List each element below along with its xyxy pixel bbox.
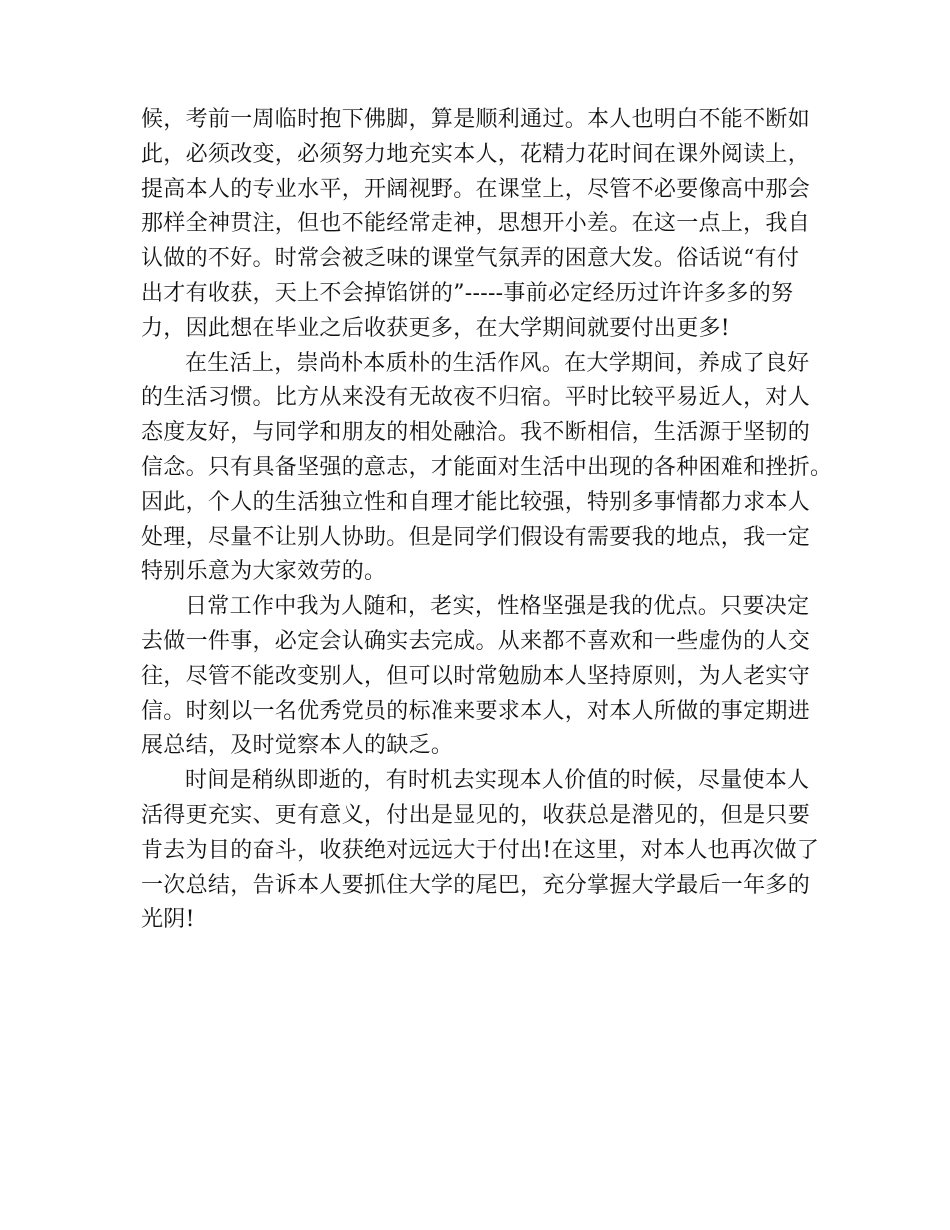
paragraph-1 (141, 103, 821, 347)
text-line: 活得更充实、更有意义，付出是显见的，收获总是潜见的，但是只要 (141, 802, 811, 828)
paragraph-4 (141, 764, 821, 938)
text-line: 提高本人的专业水平，开阔视野。在课堂上，尽管不必要像高中那会 (141, 176, 811, 202)
text-line: 的生活习惯。比方从来没有无故夜不归宿。平时比较平易近人，对人 (141, 385, 811, 411)
text-line: 因此，个人的生活独立性和自理才能比较强，特别多事情都力求本人 (141, 489, 811, 515)
text-line: 光阴! (141, 907, 195, 933)
text-line: 那样全神贯注，但也不能经常走神，思想开小差。在这一点上，我自 (141, 211, 811, 237)
text-line: 展总结，及时觉察本人的缺乏。 (141, 733, 454, 759)
text-line: 态度友好，与同学和朋友的相处融洽。我不断相信，生活源于坚韧的 (141, 420, 811, 446)
text-line: 信。时刻以一名优秀党员的标准来要求本人，对本人所做的事定期进 (141, 698, 811, 724)
paragraph-3 (141, 590, 821, 764)
text-line: 时间是稍纵即逝的，有时机去实现本人价值的时候，尽量使本人 (185, 768, 810, 794)
text-line: 在生活上，崇尚朴本质朴的生活作风。在大学期间，养成了良好 (185, 350, 810, 376)
text-line: 去做一件事，必定会认确实去完成。从来都不喜欢和一些虚伪的人交 (141, 628, 811, 654)
text-line: 此，必须改变，必须努力地充实本人，花精力花时间在课外阅读上， (141, 141, 811, 167)
text-line: 信念。只有具备坚强的意志，才能面对生活中出现的各种困难和挫折。 (141, 454, 833, 480)
text-line: 特别乐意为大家效劳的。 (141, 559, 387, 585)
document-body (141, 103, 833, 938)
text-line: 日常工作中我为人随和，老实，性格坚强是我的优点。只要决定 (185, 594, 810, 620)
text-line: 出才有收获，天上不会掉馅饼的”-----事前必定经历过许许多多的努 (141, 280, 794, 306)
text-line: 一次总结，告诉本人要抓住大学的尾巴，充分掌握大学最后一年多的 (141, 872, 811, 898)
text-line: 往，尽管不能改变别人，但可以时常勉励本人坚持原则，为人老实守 (141, 663, 811, 689)
paragraph-2 (141, 347, 833, 591)
text-line: 候，考前一周临时抱下佛脚，算是顺利通过。本人也明白不能不断如 (141, 107, 811, 132)
text-line: 力，因此想在毕业之后收获更多，在大学期间就要付出更多! (141, 315, 730, 341)
text-line: 处理，尽量不让别人协助。但是同学们假设有需要我的地点，我一定 (141, 524, 811, 550)
text-line: 肯去为目的奋斗，收获绝对远远大于付出!在这里，对本人也再次做了 (141, 837, 820, 863)
text-line: 认做的不好。时常会被乏味的课堂气氛弄的困意大发。俗话说“有付 (141, 246, 800, 272)
